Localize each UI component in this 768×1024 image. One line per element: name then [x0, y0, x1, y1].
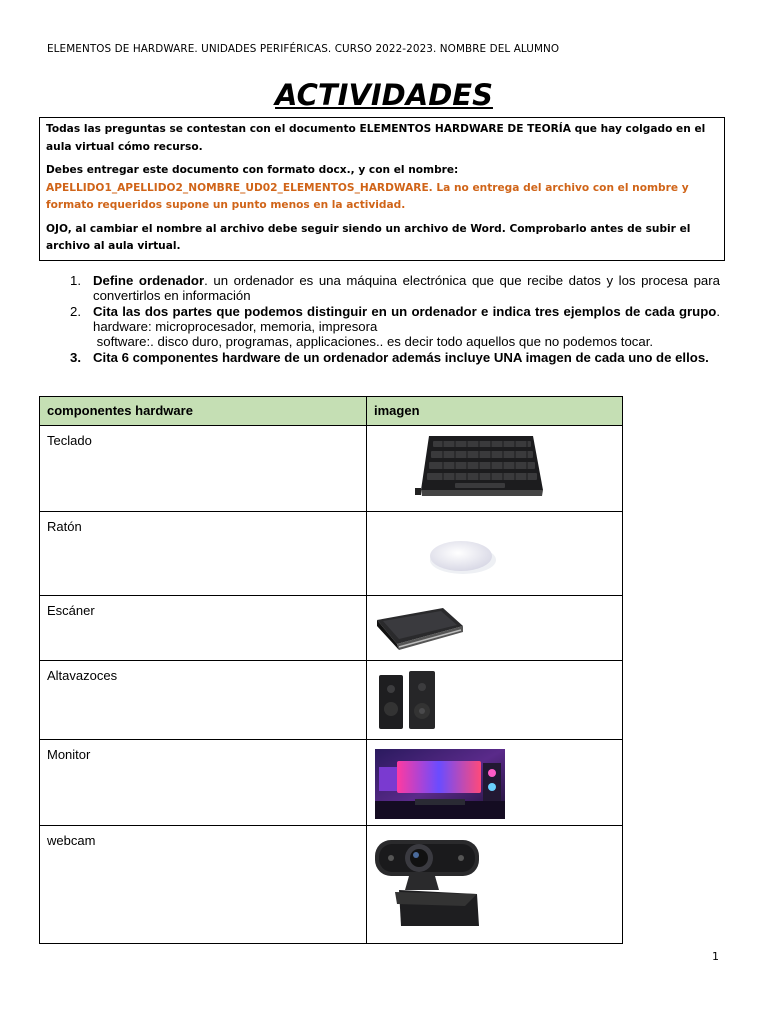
question-text: Cita 6 componentes hardware de un ordenador además incluye UNA imagen de cada uno de ellos. [93, 350, 709, 365]
hardware-table [39, 396, 623, 944]
scanner-image [373, 604, 465, 652]
component-name: Escáner [40, 596, 367, 661]
webcam-image [373, 834, 481, 932]
instructions-paragraph-3: OJO, al cambiar el nombre al archivo debe seguir siendo un archivo de Word. Comprobarlo antes de subir el archivo al aula virtual. [46, 222, 691, 252]
table-row [40, 826, 623, 944]
instructions-paragraph-2 [46, 162, 718, 215]
question-text: Define ordenador [93, 273, 205, 288]
image-cell [367, 661, 623, 740]
keyboard-image [415, 432, 545, 502]
image-cell [367, 512, 623, 596]
component-name: Monitor [40, 740, 367, 826]
question-2 [70, 304, 720, 349]
header-image: imagen [367, 397, 623, 426]
speakers-image [377, 669, 439, 731]
question-number: 2. [70, 304, 81, 319]
instructions-paragraph-1: Todas las preguntas se contestan con el documento ELEMENTOS HARDWARE DE TEORÍA que hay colgado en el aula virtual cómo recurso. [46, 123, 706, 153]
table-row [40, 740, 623, 826]
instructions-box [39, 117, 725, 261]
header-components: componentes hardware [40, 397, 367, 426]
image-cell [367, 740, 623, 826]
question-text: Cita las dos partes que podemos distinguir en un ordenador e indica tres ejemplos de cada grupo [93, 304, 717, 319]
table-row [40, 426, 623, 512]
mouse-image [425, 532, 500, 580]
component-name: Altavazoces [40, 661, 367, 740]
instructions-paragraph-2-intro: Debes entregar este documento con formato docx., y con el nombre: [46, 164, 459, 176]
answer-text: . un ordenador es una máquina electrónica que que recibe datos y los procesa para convertirlos en información [93, 273, 720, 303]
answer-text-2: software:. disco duro, programas, applicaciones.. es decir todo aquellos que no podemos tocar. [96, 334, 654, 349]
image-cell [367, 596, 623, 661]
component-name: webcam [40, 826, 367, 944]
monitor-image [375, 749, 505, 819]
document-header: ELEMENTOS DE HARDWARE. UNIDADES PERIFÉRICAS. CURSO 2022-2023. NOMBRE DEL ALUMNO [47, 43, 560, 55]
question-1 [70, 273, 720, 303]
image-cell [367, 426, 623, 512]
page-number: 1 [712, 950, 719, 963]
component-name: Ratón [40, 512, 367, 596]
image-cell [367, 826, 623, 944]
component-name: Teclado [40, 426, 367, 512]
table-row [40, 661, 623, 740]
table-header-row [40, 397, 623, 426]
filename-requirement: APELLIDO1_APELLIDO2_NOMBRE_UD02_ELEMENTOS_HARDWARE. La no entrega del archivo con el nombre y formato requeridos supone un punto menos en la actividad. [46, 181, 689, 211]
table-row [40, 596, 623, 661]
question-3 [70, 350, 720, 365]
answer-text: . hardware: microprocesador, memoria, impresora [93, 304, 720, 334]
question-number: 1. [70, 273, 81, 288]
question-number: 3. [70, 350, 81, 365]
page-title: ACTIVIDADES [275, 78, 493, 112]
table-row [40, 512, 623, 596]
